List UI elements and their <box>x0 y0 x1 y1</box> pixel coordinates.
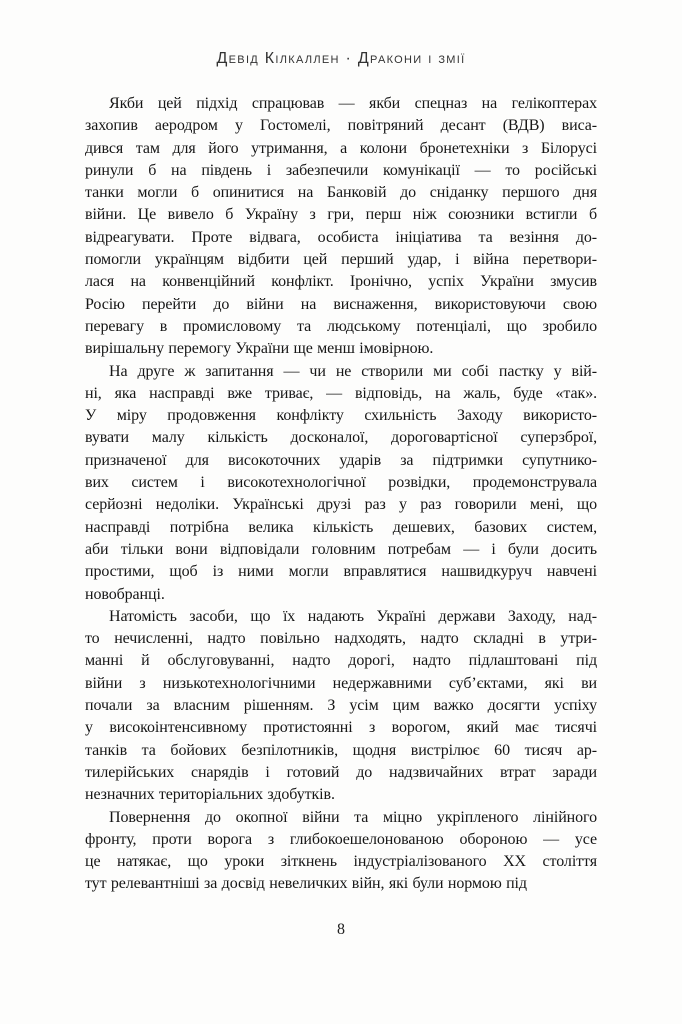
text-line: Натомість засоби, що їх надають Україні держави Заходу, над- <box>109 607 597 625</box>
text-line: ринули б на південь і забезпечили комунікації — то російські <box>85 161 597 179</box>
page-number: 8 <box>337 921 345 938</box>
text-line: простими, щоб із ними могли вправлятися нашвидкуруч навчені <box>85 563 597 581</box>
text-line: танки могли б опинитися на Банковій до сніданку першого дня <box>85 184 597 202</box>
text-line: манні й обслуговуванні, надто дорогі, надто підлаштовані під <box>85 652 597 670</box>
text-line: фронту, проти ворога з глибокоешелонованою обороною — усе <box>85 830 597 848</box>
paragraph <box>85 93 597 361</box>
text-line: Росію перейти до війни на виснаження, використовуючи свою <box>85 295 597 313</box>
paragraph <box>85 807 597 896</box>
text-line: у високоінтенсивному протистоянні з ворогом, який має тисячі <box>85 719 597 737</box>
text-line: перевагу в промисловому та людському потенціалі, що зробило <box>85 317 597 335</box>
text-line: танків та бойових безпілотників, щодня вистрілює 60 тисяч ар- <box>85 741 597 759</box>
text-line: захопив аеродром у Гостомелі, повітряний десант (ВДВ) виса- <box>85 117 597 135</box>
text-line: лася на конвенційний конфлікт. Іронічно, успіх України змусив <box>85 273 597 291</box>
text-line: новобранці. <box>85 585 165 603</box>
text-line: Якби цей підхід спрацював — якби спецназ на гелікоптерах <box>109 95 597 112</box>
text-line: Повернення до окопної війни та міцно укріпленого лінійного <box>109 808 597 826</box>
text-line: відреагувати. Проте відвага, особиста ініціатива та везіння до- <box>85 228 597 246</box>
text-line: тут релевантніші за досвід невеличких війн, які були нормою під <box>85 875 527 893</box>
page-body <box>85 93 597 896</box>
text-line: аби тільки вони відповідали головним потребам — і були досить <box>85 540 597 558</box>
text-line: то нечисленні, надто повільно надходять, надто складні в утри- <box>85 630 597 648</box>
text-line: війни з низькотехнологічними недержавними суб’єктами, які ви <box>85 674 597 692</box>
text-line: У міру продовження конфлікту схильність Заходу використо- <box>85 407 597 425</box>
text-line: помогли українцям відбити цей перший удар, і війна перетвори- <box>85 251 597 269</box>
text-line: вувати малу кількість досконалої, дороговартісної суперзброї, <box>85 429 597 447</box>
text-line: незначних територіальних здобутків. <box>85 786 335 804</box>
text-line: насправді потрібна велика кількість дешевих, базових систем, <box>85 518 597 536</box>
text-line: серйозні недоліки. Українські друзі раз у раз говорили мені, що <box>85 496 597 514</box>
text-line: почали за власним рішенням. З усім цим важко досягти успіху <box>85 697 597 715</box>
text-line: війни. Це вивело б Україну з гри, перш ніж союзники встигли б <box>85 206 597 224</box>
paragraph <box>85 361 597 606</box>
text-line: призначеної для високоточних ударів за підтримки супутнико- <box>85 451 597 469</box>
text-line: тилерійських снарядів і готовий до надзвичайних втрат заради <box>85 763 597 781</box>
text-line: дився там для його утримання, а колони бронетехніки з Білорусі <box>85 139 597 157</box>
paragraph <box>85 606 597 807</box>
text-line: вирішальну перемогу України ще менш імовірною. <box>85 340 434 358</box>
text-line: це натякає, що уроки зіткнень індустріалізованого ХХ століття <box>85 853 597 871</box>
text-line: ні, яка насправді вже триває, — відповідь, на жаль, буде «так». <box>85 384 597 402</box>
running-header: Девід Кілкаллен · Дракони і змії <box>216 50 466 67</box>
text-line: вих систем і високотехнологічної розвідки, продемонструвала <box>85 474 597 492</box>
text-line: На друге ж запитання — чи не створили ми собі пастку у вій- <box>109 362 597 380</box>
